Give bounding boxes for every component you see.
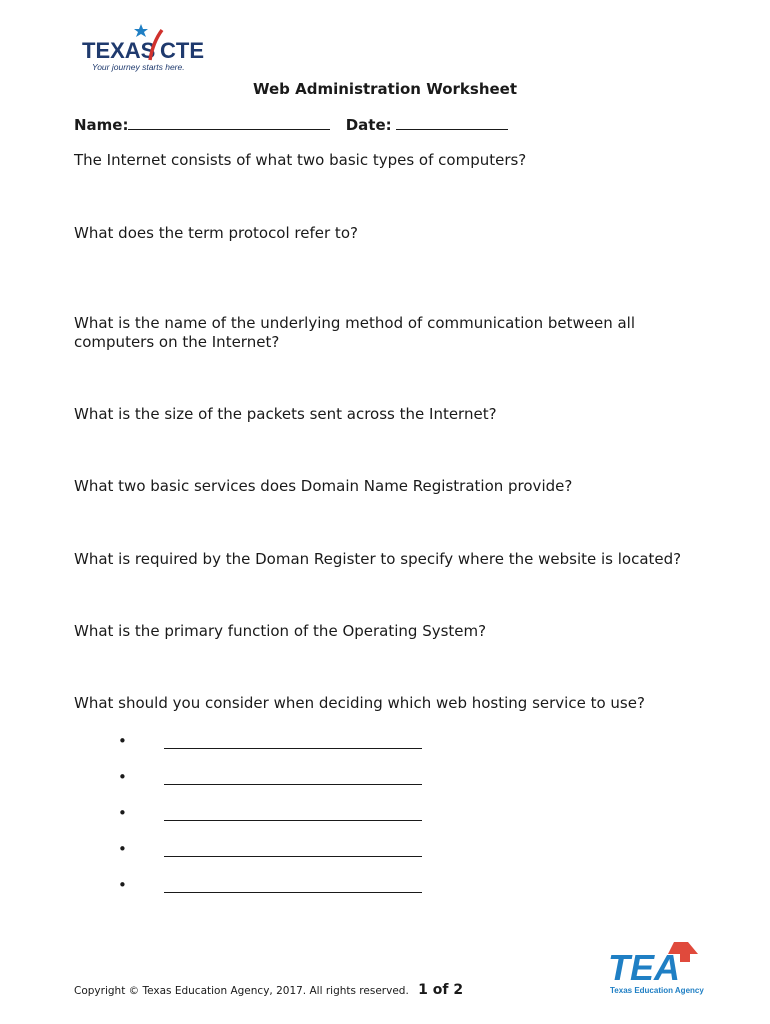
worksheet-title: Web Administration Worksheet <box>252 80 518 98</box>
answer-blank-line <box>164 748 422 749</box>
answer-blank-line <box>164 892 422 893</box>
question-8: What should you consider when deciding which web hosting service to use? <box>74 694 645 712</box>
answer-blank-line <box>164 820 422 821</box>
star-icon <box>134 24 148 37</box>
tea-logo-caption: Texas Education Agency <box>610 986 704 995</box>
bullet-icon: • <box>118 876 127 894</box>
tea-logo <box>606 940 706 998</box>
name-label: Name: <box>74 116 129 134</box>
copyright-text: Copyright © Texas Education Agency, 2017. All rights reserved. <box>74 985 409 997</box>
footer <box>74 982 463 998</box>
bullet-icon: • <box>118 804 127 822</box>
answer-blank-line <box>164 784 422 785</box>
logo-brand-cte: CTE <box>160 38 204 63</box>
date-blank-line <box>396 115 508 130</box>
question-4: What is the size of the packets sent across the Internet? <box>74 405 497 423</box>
texas-cte-logo <box>80 20 210 75</box>
logo-brand-texas: TEXAS <box>82 38 156 63</box>
date-label: Date: <box>345 116 392 134</box>
bullet-icon: • <box>118 840 127 858</box>
question-6: What is required by the Doman Register to specify where the website is located? <box>74 550 682 568</box>
answer-bullet-5 <box>118 876 438 896</box>
question-3: What is the name of the underlying method of communication between all computers on the Internet? <box>74 314 636 351</box>
answer-bullet-3 <box>118 804 438 824</box>
name-date-row <box>74 115 508 134</box>
bullet-icon: • <box>118 732 127 750</box>
question-7: What is the primary function of the Operating System? <box>74 622 487 640</box>
question-1: The Internet consists of what two basic types of computers? <box>74 151 527 169</box>
answer-blank-line <box>164 856 422 857</box>
tea-logo-text: TEA <box>608 947 680 988</box>
answer-bullet-2 <box>118 768 438 788</box>
name-blank-line <box>128 115 330 130</box>
logo-tagline: Your journey starts here. <box>92 62 185 72</box>
bullet-icon: • <box>118 768 127 786</box>
page-number: 1 of 2 <box>418 982 464 998</box>
question-5: What two basic services does Domain Name Registration provide? <box>74 477 573 495</box>
answer-bullet-4 <box>118 840 438 860</box>
answer-bullet-1 <box>118 732 438 752</box>
question-2: What does the term protocol refer to? <box>74 224 358 242</box>
